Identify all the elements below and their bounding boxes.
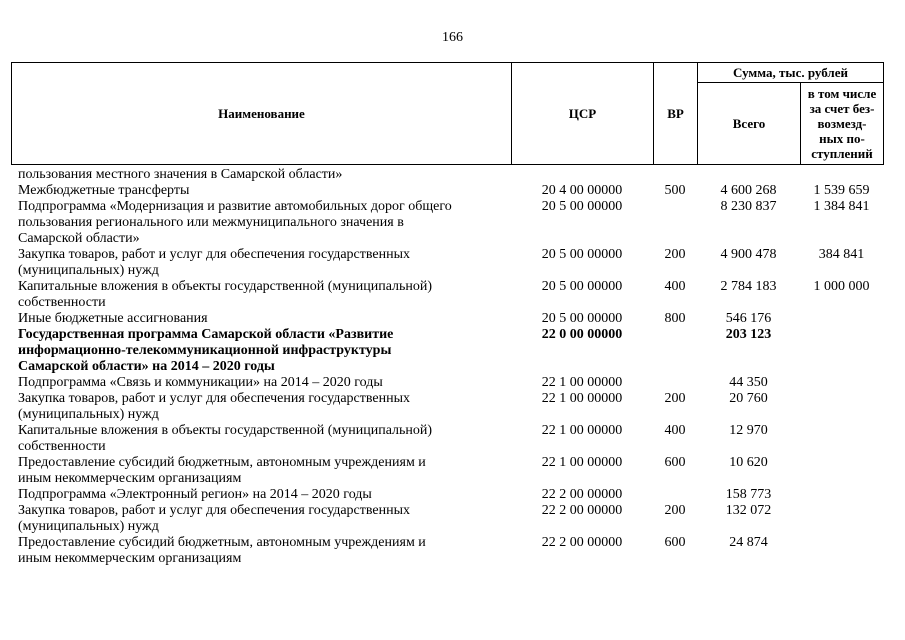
row-incl: 384 841 xyxy=(818,247,865,262)
row-vr: 200 xyxy=(664,503,686,518)
table-row xyxy=(11,391,883,423)
row-csr: 22 2 00 00000 xyxy=(541,535,623,550)
table-row xyxy=(11,199,883,247)
row-csr: 20 5 00 00000 xyxy=(541,279,623,294)
row-vr: 800 xyxy=(664,311,686,326)
row-total: 203 123 xyxy=(725,327,772,342)
table-row xyxy=(11,167,883,183)
row-name: Межбюджетные трансферты xyxy=(18,183,190,198)
table-row xyxy=(11,375,883,391)
row-name: Предоставление субсидий бюджетным, автономным учреждениям и иным некоммерческим организациям xyxy=(18,455,426,486)
row-total: 44 350 xyxy=(729,375,768,390)
row-vr: 200 xyxy=(664,247,686,262)
table-row xyxy=(11,183,883,199)
row-csr: 22 1 00 00000 xyxy=(541,375,623,390)
row-incl: 1 384 841 xyxy=(813,199,870,214)
row-total: 2 784 183 xyxy=(720,279,777,294)
row-total: 158 773 xyxy=(725,487,772,502)
row-csr: 20 4 00 00000 xyxy=(541,183,623,198)
table-row xyxy=(11,327,883,375)
row-csr: 20 5 00 00000 xyxy=(541,311,623,326)
row-name: Иные бюджетные ассигнования xyxy=(18,311,208,326)
row-total: 20 760 xyxy=(729,391,768,406)
header-csr: ЦСР xyxy=(512,63,654,165)
row-csr: 22 2 00 00000 xyxy=(541,487,623,502)
row-vr: 500 xyxy=(664,183,686,198)
row-total: 12 970 xyxy=(729,423,768,438)
row-total: 132 072 xyxy=(725,503,772,518)
header-vr: ВР xyxy=(654,63,698,165)
row-name: Капитальные вложения в объекты государственной (муниципальной) собственности xyxy=(18,279,433,310)
row-vr: 400 xyxy=(664,279,686,294)
row-total: 546 176 xyxy=(725,311,772,326)
row-name: Закупка товаров, работ и услуг для обеспечения государственных (муниципальных) нужд xyxy=(18,247,411,278)
row-name: Подпрограмма «Модернизация и развитие автомобильных дорог общего пользования регионального или межмуниципального значения в Самарской области» xyxy=(18,199,452,246)
row-vr: 400 xyxy=(664,423,686,438)
header-total: Всего xyxy=(698,83,801,165)
row-total: 24 874 xyxy=(729,535,768,550)
header-incl: в том числе за счет без- возмезд- ных по- ступлений xyxy=(801,83,884,165)
row-vr: 200 xyxy=(664,391,686,406)
row-name: Закупка товаров, работ и услуг для обеспечения государственных (муниципальных) нужд xyxy=(18,391,411,422)
table-row xyxy=(11,247,883,279)
table-row xyxy=(11,455,883,487)
table-row xyxy=(11,535,883,567)
header-name: Наименование xyxy=(12,63,512,165)
row-csr: 20 5 00 00000 xyxy=(541,199,623,214)
row-csr: 22 1 00 00000 xyxy=(541,423,623,438)
row-total: 8 230 837 xyxy=(720,199,777,214)
table-body xyxy=(11,167,883,567)
table-row xyxy=(11,311,883,327)
table-row xyxy=(11,487,883,503)
row-name: Предоставление субсидий бюджетным, автономным учреждениям и иным некоммерческим организациям xyxy=(18,535,426,566)
table-row xyxy=(11,279,883,311)
row-incl: 1 000 000 xyxy=(813,279,870,294)
row-name: Подпрограмма «Связь и коммуникации» на 2014 – 2020 годы xyxy=(18,375,383,390)
table-row xyxy=(11,423,883,455)
row-total: 4 600 268 xyxy=(720,183,777,198)
page-number: 166 xyxy=(442,30,463,45)
row-csr: 22 1 00 00000 xyxy=(541,455,623,470)
row-total: 4 900 478 xyxy=(720,247,777,262)
row-csr: 20 5 00 00000 xyxy=(541,247,623,262)
row-name: Подпрограмма «Электронный регион» на 2014 – 2020 годы xyxy=(18,487,372,502)
row-csr: 22 0 00 00000 xyxy=(541,327,623,342)
row-csr: 22 2 00 00000 xyxy=(541,503,623,518)
header-sum: Сумма, тыс. рублей xyxy=(698,63,884,83)
row-csr: 22 1 00 00000 xyxy=(541,391,623,406)
row-total: 10 620 xyxy=(729,455,768,470)
table-header xyxy=(11,62,884,165)
row-name: пользования местного значения в Самарской области» xyxy=(18,167,343,182)
row-incl: 1 539 659 xyxy=(813,183,870,198)
row-name: Государственная программа Самарской области «Развитие информационно-телекоммуникационной инфраструктуры Самарской области» на 2014 – 2020 годы xyxy=(18,327,394,374)
row-vr: 600 xyxy=(664,455,686,470)
table-row xyxy=(11,503,883,535)
row-vr: 600 xyxy=(664,535,686,550)
row-name: Капитальные вложения в объекты государственной (муниципальной) собственности xyxy=(18,423,433,454)
row-name: Закупка товаров, работ и услуг для обеспечения государственных (муниципальных) нужд xyxy=(18,503,411,534)
